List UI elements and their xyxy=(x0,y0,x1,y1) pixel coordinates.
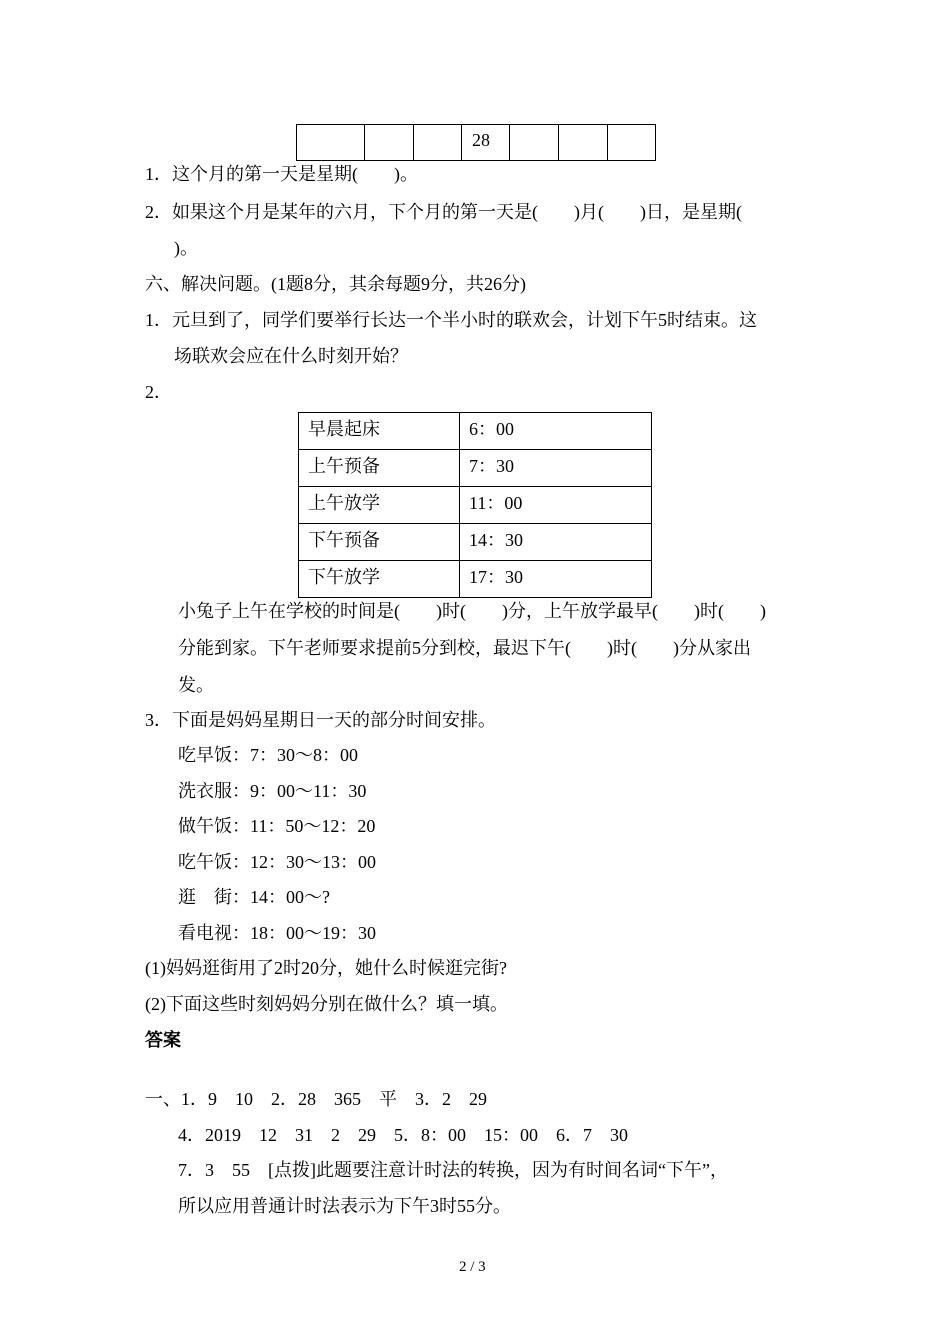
question-6-3-sub2: (2)下面这些时刻妈妈分别在做什么？填一填。 xyxy=(145,994,508,1014)
calendar-cell xyxy=(297,125,365,161)
question-5-2-line1: 2．如果这个月是某年的六月，下个月的第一天是( )月( )日，是星期( xyxy=(145,202,742,222)
schedule-event: 下午预备 xyxy=(299,524,460,561)
schedule-event: 上午放学 xyxy=(299,487,460,524)
schedule-time: 14：30 xyxy=(460,524,652,561)
schedule-item: 吃午饭：12：30～13：00 xyxy=(178,852,376,872)
schedule-item: 看电视：18：00～19：30 xyxy=(178,923,376,943)
schedule-row xyxy=(299,487,652,524)
schedule-item: 洗衣服：9：00～11：30 xyxy=(178,781,367,801)
calendar-table xyxy=(296,124,656,161)
question-6-3-intro: 3．下面是妈妈星期日一天的部分时间安排。 xyxy=(145,710,496,730)
question-6-3-sub1: (1)妈妈逛街用了2时20分，她什么时候逛完街? xyxy=(145,958,507,978)
question-6-2-text-line1: 小兔子上午在学校的时间是( )时( )分，上午放学最早( )时( ) xyxy=(178,601,766,621)
question-5-2-line2: )。 xyxy=(174,238,198,258)
calendar-row xyxy=(297,125,656,161)
question-6-1-line1: 1．元旦到了，同学们要举行长达一个半小时的联欢会，计划下午5时结束。这 xyxy=(145,310,757,330)
schedule-table xyxy=(298,412,652,598)
answer-line: 所以应用普通计时法表示为下午3时55分。 xyxy=(178,1196,511,1216)
schedule-row xyxy=(299,413,652,450)
question-6-1-line2: 场联欢会应在什么时刻开始？ xyxy=(174,346,408,366)
schedule-event: 早晨起床 xyxy=(299,413,460,450)
calendar-cell-28: 28 xyxy=(462,125,510,161)
schedule-row xyxy=(299,524,652,561)
schedule-event: 下午放学 xyxy=(299,561,460,598)
question-6-2-label: 2． xyxy=(145,382,172,402)
schedule-row xyxy=(299,561,652,598)
calendar-cell xyxy=(510,125,559,161)
question-6-2-text-line2: 分能到家。下午老师要求提前5分到校，最迟下午( )时( )分从家出 xyxy=(178,638,751,658)
question-6-2-text-line3: 发。 xyxy=(178,675,214,695)
page-number: 2 / 3 xyxy=(459,1259,486,1275)
schedule-row xyxy=(299,450,652,487)
schedule-item: 吃早饭：7：30～8：00 xyxy=(178,745,358,765)
schedule-item: 逛 街：14：00～? xyxy=(178,887,330,907)
question-5-1: 1．这个月的第一天是星期( )。 xyxy=(145,164,418,184)
answer-line: 4．2019 12 31 2 29 5．8：00 15：00 6．7 30 xyxy=(178,1125,628,1145)
schedule-time: 11：00 xyxy=(460,487,652,524)
calendar-cell xyxy=(608,125,656,161)
schedule-time: 7：30 xyxy=(460,450,652,487)
section-6-header: 六、解决问题。(1题8分，其余每题9分，共26分) xyxy=(145,274,526,294)
calendar-cell xyxy=(559,125,608,161)
schedule-item: 做午饭：11：50～12：20 xyxy=(178,816,376,836)
schedule-time: 17：30 xyxy=(460,561,652,598)
schedule-event: 上午预备 xyxy=(299,450,460,487)
schedule-time: 6：00 xyxy=(460,413,652,450)
answers-title: 答案 xyxy=(145,1030,181,1050)
calendar-cell xyxy=(414,125,462,161)
answer-line: 一、1．9 10 2．28 365 平 3．2 29 xyxy=(145,1089,487,1109)
calendar-cell xyxy=(365,125,414,161)
answer-line: 7．3 55 [点拨]此题要注意计时法的转换，因为有时间名词“下午”， xyxy=(178,1160,728,1180)
